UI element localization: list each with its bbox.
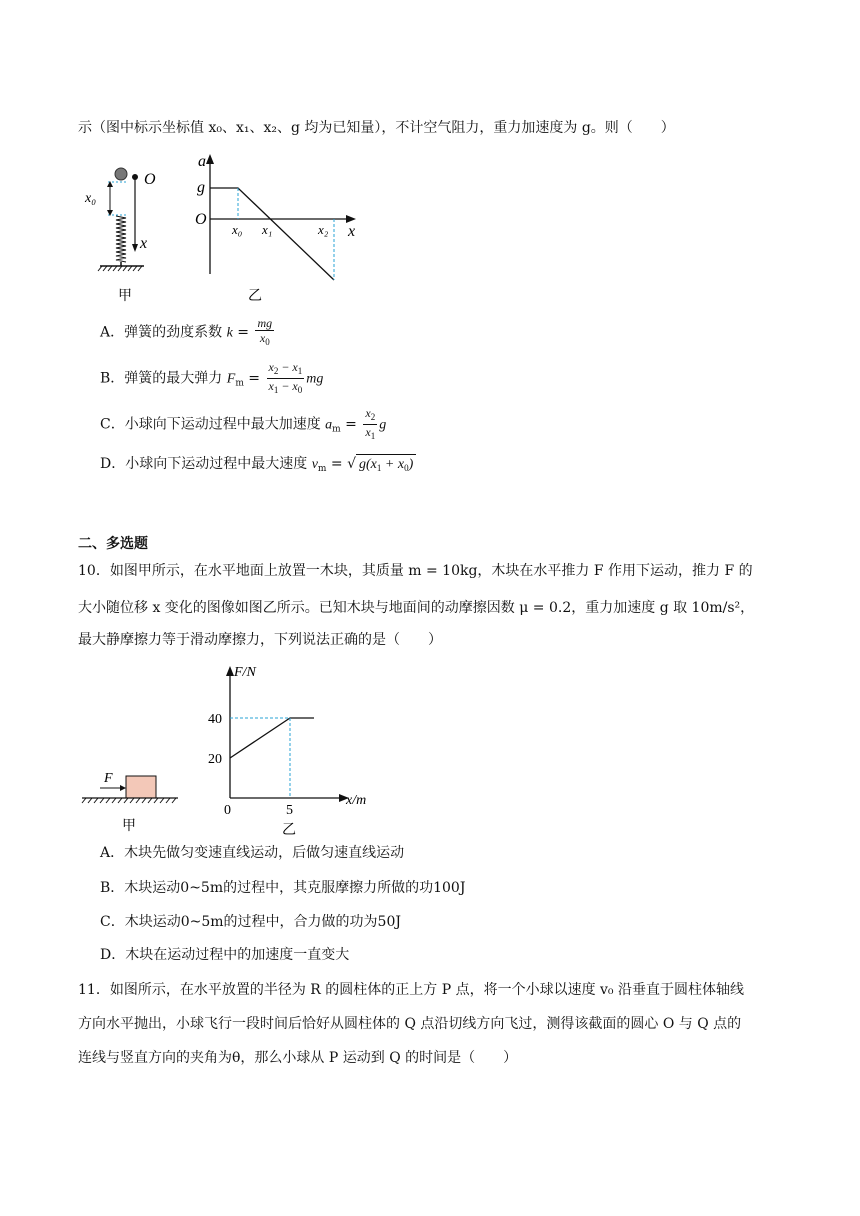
q10-option-a[interactable]: A．木块先做匀变速直线运动，后做匀速直线运动 (100, 845, 405, 861)
q10-option-d[interactable]: D．木块在运动过程中的加速度一直变大 (100, 947, 350, 963)
tick-x2-label: x₂ (318, 222, 329, 237)
q11-line2: 方向水平抛出，小球飞行一段时间后恰好从圆柱体的 Q 点沿切线方向飞过，测得该截面的圆心 O 与 Q 点的 (78, 1016, 742, 1032)
tick-x1-label: x₁ (262, 222, 273, 237)
q9-option-c[interactable]: C．小球向下运动过程中最大加速度 $a_m$ = $\frac{x_2}{x_1}$ g (100, 406, 387, 441)
caption-jia: 甲 (118, 289, 132, 304)
q9-option-d[interactable]: D．小球向下运动过程中最大速度 $v_m$ = √ $g(x_1 + x_0)$ (100, 454, 416, 479)
q9-option-c-text: C．小球向下运动过程中最大加速度 (100, 416, 321, 433)
q9-option-d-text: D．小球向下运动过程中最大速度 (100, 456, 308, 472)
chart-xlabel: x/m (346, 793, 367, 808)
q9-option-b-formula: $\frac{x_2 - x_1}{x_1 - x_0}$ (268, 360, 303, 395)
q9-spring-figure (80, 160, 160, 305)
xtick-label: 5 (286, 803, 293, 818)
chart-ylabel: F/N (234, 665, 256, 680)
q10-line1: 10．如图甲所示，在水平地面上放置一木块，其质量 m = 10kg，木块在水平推力 F 作用下运动，推力 F 的 (78, 563, 753, 579)
ytick-label: 40 (208, 712, 222, 727)
caption-jia-2: 甲 (122, 819, 136, 834)
ytick-label: 20 (208, 752, 222, 767)
section-title: 二、多选题 (78, 536, 148, 552)
q9-option-d-formula: $g(x_1 + x_0)$ (356, 454, 416, 478)
force-line (230, 718, 314, 758)
q9-option-a[interactable]: A．弹簧的劲度系数 k = $\frac{mg}{x_0}$ (100, 316, 273, 347)
axis-x-label: x (348, 223, 356, 240)
label-o: O (144, 171, 156, 188)
q9-acceleration-graph (190, 152, 370, 302)
q11-line3: 连线与竖直方向的夹角为θ，那么小球从 P 运动到 Q 的时间是（ ） (78, 1050, 518, 1066)
q10-line3: 最大静摩擦力等于滑动摩擦力，下列说法正确的是（ ） (78, 632, 442, 648)
q9-intro: 示（图中标示坐标值 x₀、x₁、x₂、g 均为已知量），不计空气阻力，重力加速度为 g。则（ ） (78, 120, 675, 136)
tick-x0-label: x₀ (232, 222, 243, 237)
origin-o-label: O (195, 211, 207, 228)
force-f-label: F (104, 771, 113, 786)
label-x0: x₀ (85, 191, 97, 206)
q10-block-figure (78, 760, 188, 840)
q10-option-b[interactable]: B．木块运动0~5m的过程中，其克服摩擦力所做的功100J (100, 880, 466, 896)
axis-a-label: a (198, 153, 206, 170)
chart-origin-label: 0 (224, 803, 231, 818)
q9-option-b[interactable]: B．弹簧的最大弹力 $F_m$ = $\frac{x_2 - x_1}{x_1 - x_0}$ mg (100, 360, 324, 395)
q10-option-c[interactable]: C．木块运动0~5m的过程中，合力做的功为50J (100, 914, 401, 930)
q9-option-a-text: A．弹簧的劲度系数 (100, 324, 223, 341)
q9-option-c-formula: $\frac{x_2}{x_1}$ (365, 406, 376, 441)
tick-g-label: g (197, 179, 205, 196)
label-x: x (140, 235, 148, 252)
caption-yi-2: 乙 (282, 823, 296, 838)
q11-line1: 11．如图所示，在水平放置的半径为 R 的圆柱体的正上方 P 点，将一个小球以速度 v₀ 沿垂直于圆柱体轴线 (78, 982, 744, 998)
q9-option-a-formula: $\frac{mg}{x_0}$ (257, 316, 273, 347)
q10-force-chart (200, 658, 380, 838)
q9-option-b-text: B．弹簧的最大弹力 (100, 370, 223, 387)
caption-yi: 乙 (248, 289, 262, 302)
q10-line2: 大小随位移 x 变化的图像如图乙所示。已知木块与地面间的动摩擦因数 μ = 0.2，重力加速度 g 取 10m/s²， (78, 600, 755, 616)
